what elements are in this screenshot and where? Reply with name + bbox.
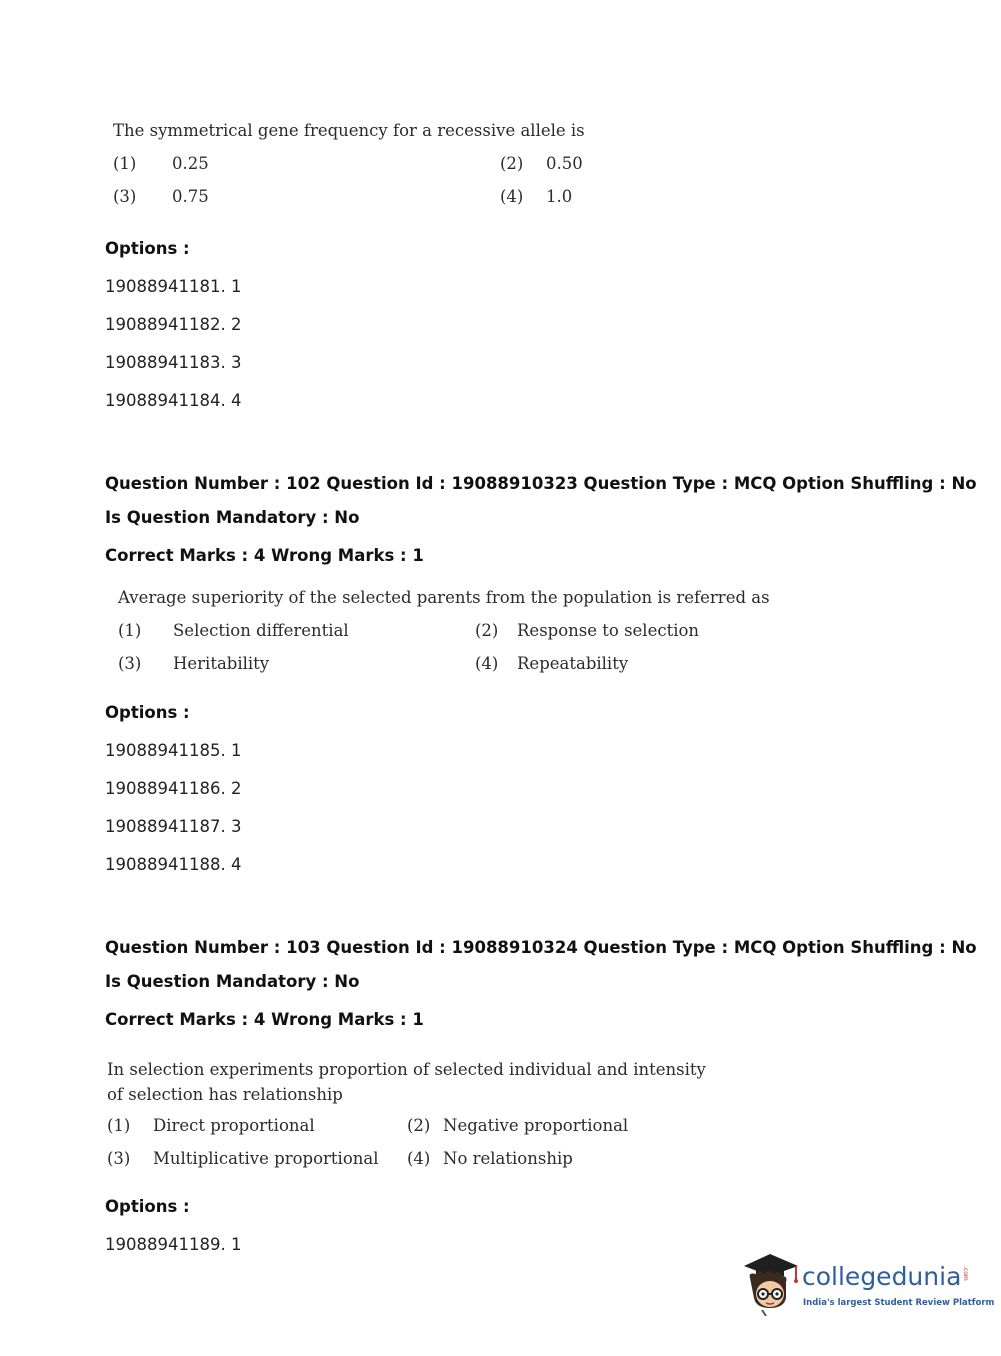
q102-choice-1-number: (1) (118, 621, 142, 640)
question-101-stem: The symmetrical gene frequency for a recessive allele is (113, 121, 585, 140)
q101-choice-3-number: (3) (113, 187, 137, 206)
q102-choice-4-text: Repeatability (517, 654, 629, 673)
q103-choice-3-text: Multiplicative proportional (153, 1149, 379, 1168)
q102-marks: Correct Marks : 4 Wrong Marks : 1 (105, 546, 424, 565)
q101-choice-2-text: 0.50 (546, 154, 583, 173)
q103-choice-4-number: (4) (407, 1149, 431, 1168)
q103-header: Question Number : 103 Question Id : 19088910324 Question Type : MCQ Option Shuffling : No (105, 938, 977, 957)
q101-option-1: 19088941181. 1 (105, 277, 242, 296)
q103-choice-2-text: Negative proportional (443, 1116, 629, 1135)
q101-options-label: Options : (105, 239, 190, 258)
logo-domain-suffix: .com (962, 1266, 969, 1281)
collegedunia-logo (740, 1250, 995, 1320)
q103-choice-1-number: (1) (107, 1116, 131, 1135)
q101-choice-4-text: 1.0 (546, 187, 573, 206)
mascot-icon (740, 1250, 802, 1316)
q103-option-1: 19088941189. 1 (105, 1235, 242, 1254)
q101-choice-2-number: (2) (500, 154, 524, 173)
q102-choice-3-text: Heritability (173, 654, 270, 673)
q103-choice-2-number: (2) (407, 1116, 431, 1135)
q102-header: Question Number : 102 Question Id : 19088910323 Question Type : MCQ Option Shuffling : No (105, 474, 977, 493)
q101-choice-1-number: (1) (113, 154, 137, 173)
q103-mandatory: Is Question Mandatory : No (105, 972, 360, 991)
q102-mandatory: Is Question Mandatory : No (105, 508, 360, 527)
q101-choice-3-text: 0.75 (172, 187, 209, 206)
q102-options-label: Options : (105, 703, 190, 722)
q101-choice-4-number: (4) (500, 187, 524, 206)
q102-option-3: 19088941187. 3 (105, 817, 242, 836)
q101-option-3: 19088941183. 3 (105, 353, 242, 372)
q103-marks: Correct Marks : 4 Wrong Marks : 1 (105, 1010, 424, 1029)
q102-option-2: 19088941186. 2 (105, 779, 242, 798)
q102-choice-1-text: Selection differential (173, 621, 349, 640)
q103-choice-4-text: No relationship (443, 1149, 573, 1168)
q102-choice-3-number: (3) (118, 654, 142, 673)
q102-choice-4-number: (4) (475, 654, 499, 673)
q101-option-4: 19088941184. 4 (105, 391, 242, 410)
logo-tagline: India's largest Student Review Platform (803, 1298, 995, 1308)
q102-choice-2-number: (2) (475, 621, 499, 640)
q101-choice-1-text: 0.25 (172, 154, 209, 173)
q102-option-1: 19088941185. 1 (105, 741, 242, 760)
q103-options-label: Options : (105, 1197, 190, 1216)
question-103-stem: In selection experiments proportion of selected individual and intensity of selection has relationship (107, 1060, 706, 1104)
q102-choice-2-text: Response to selection (517, 621, 700, 640)
question-102-stem: Average superiority of the selected parents from the population is referred as (118, 588, 770, 607)
q101-option-2: 19088941182. 2 (105, 315, 242, 334)
q103-choice-1-text: Direct proportional (153, 1116, 315, 1135)
logo-wordmark: collegedunia (802, 1262, 962, 1291)
q102-option-4: 19088941188. 4 (105, 855, 242, 874)
q103-choice-3-number: (3) (107, 1149, 131, 1168)
